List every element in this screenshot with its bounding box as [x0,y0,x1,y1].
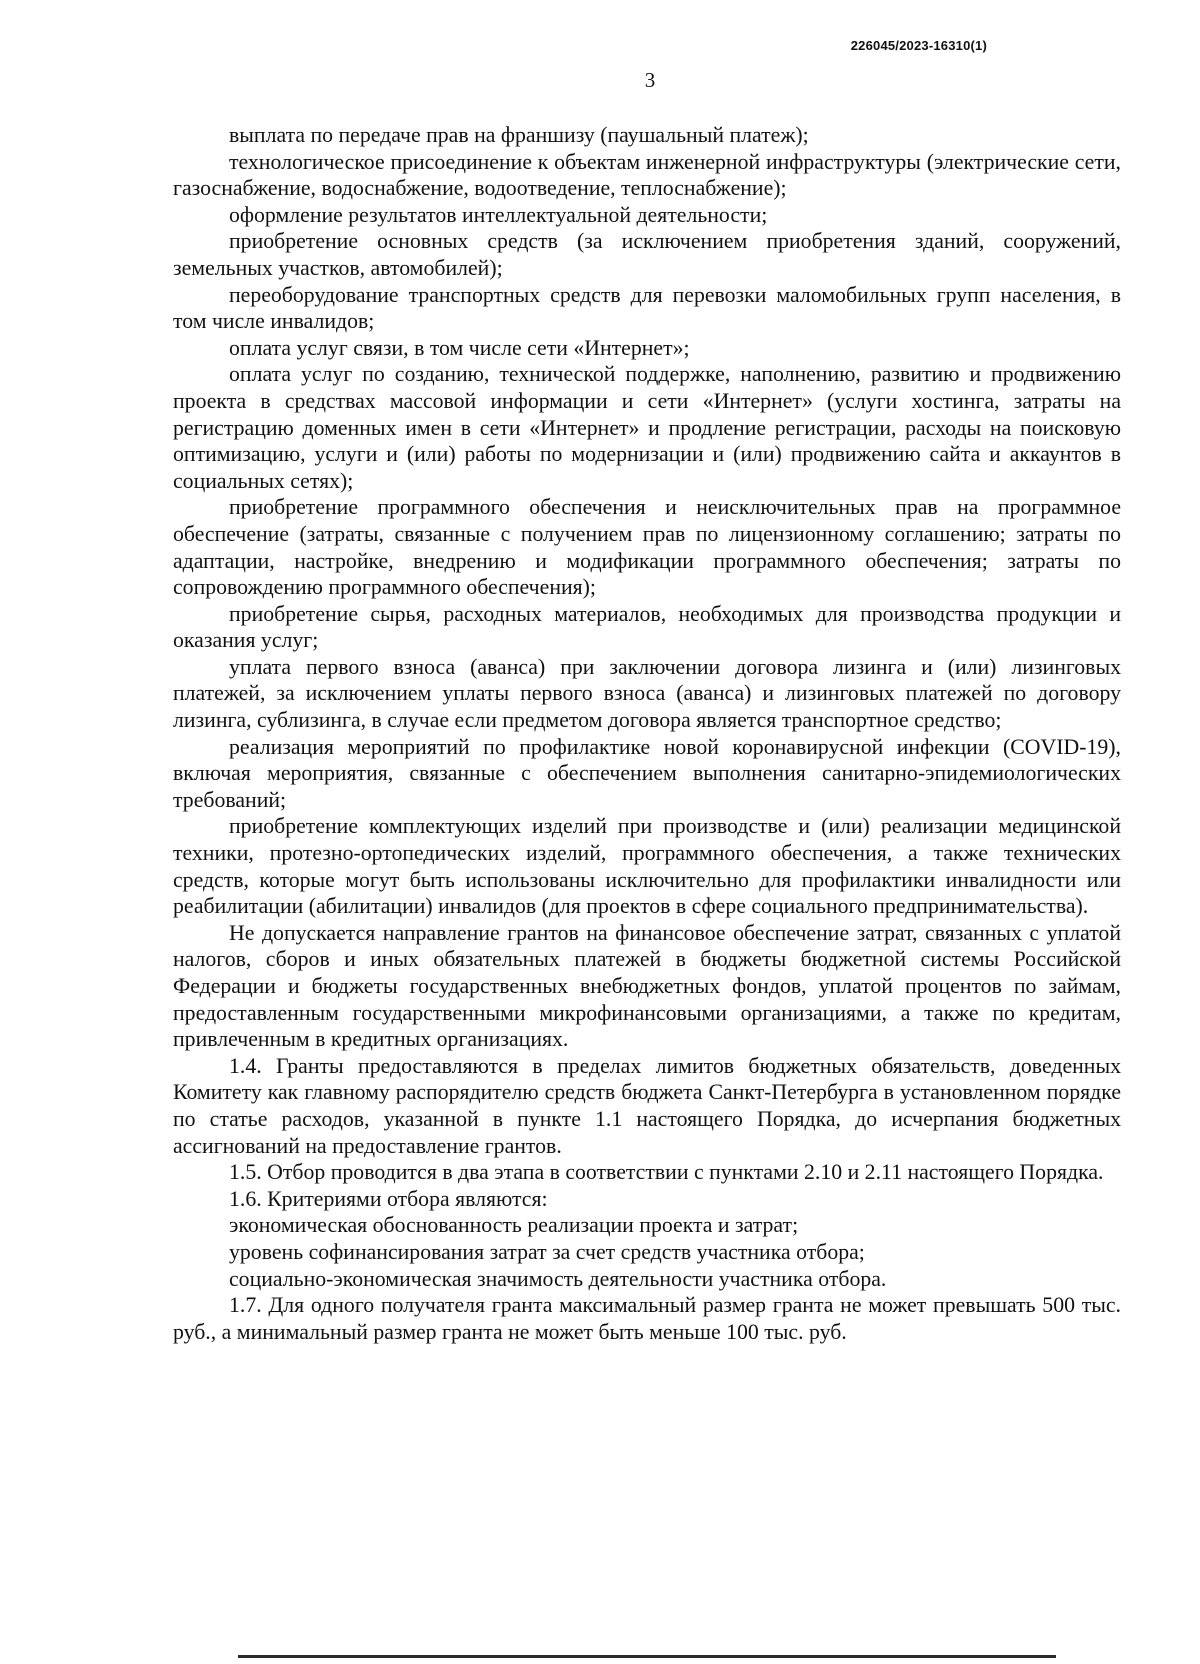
paragraph: социально-экономическая значимость деятельности участника отбора. [229,1266,887,1291]
paragraph: приобретение сырья, расходных материалов, необходимых для производства продукции и оказания услуг; [173,601,1121,653]
paragraph: 1.6. Критериями отбора являются: [229,1186,548,1211]
paragraph: экономическая обоснованность реализации проекта и затрат; [229,1213,799,1238]
paragraph: приобретение комплектующих изделий при производстве и (или) реализации медицинской техники, протезно-ортопедических изделий, программного обеспечения, а также технических средств, которые могут быть использованы исключительно для профилактики инвалидности или реабилитации (абилитации) инвалидов (для проектов в сфере социального предпринимательства). [173,814,1121,919]
paragraph: уровень софинансирования затрат за счет средств участника отбора; [229,1239,865,1264]
paragraph: 1.4. Гранты предоставляются в пределах лимитов бюджетных обязательств, доведенных Комитету как главному распорядителю средств бюджета Санкт-Петербурга в установленном порядке по статье расходов, указанной в пункте 1.1 настоящего Порядка, до исчерпания бюджетных ассигнований на предоставление грантов. [173,1053,1121,1158]
document-registration-number: 226045/2023-16310(1) [850,38,987,53]
paragraph: 1.7. Для одного получателя гранта максимальный размер гранта не может превышать 500 тыс. руб., а минимальный размер гранта не может быть меньше 100 тыс. руб. [173,1293,1121,1344]
paragraph: реализация мероприятий по профилактике новой коронавирусной инфекции (COVID-19), включая мероприятия, связанные с обеспечением выполнения санитарно-эпидемиологических требований; [173,734,1121,812]
scan-edge-line [238,1655,1056,1658]
paragraph: Не допускается направление грантов на финансовое обеспечение затрат, связанных с уплатой налогов, сборов и иных обязательных платежей в бюджеты бюджетной системы Российской Федерации и бюджеты государственных внебюджетных фондов, уплатой процентов по займам, предоставленным государственными микрофинансовыми организациями, а также по кредитам, привлеченным в кредитных организациях. [173,920,1121,1052]
paragraph: переоборудование транспортных средств для перевозки маломобильных групп населения, в том числе инвалидов; [173,282,1121,334]
paragraph: приобретение программного обеспечения и неисключительных прав на программное обеспечение (затраты, связанные с получением прав по лицензионному соглашению; затраты по адаптации, настройке, внедрению и модификации программного обеспечения; затраты по сопровождению программного обеспечения); [173,495,1121,600]
page-number: 3 [644,68,656,92]
paragraph: оплата услуг по созданию, технической поддержке, наполнению, развитию и продвижению проекта в средствах массовой информации и сети «Интернет» (услуги хостинга, затраты на регистрацию доменных имен в сети «Интернет» и продление регистрации, расходы на поисковую оптимизацию, услуги и (или) работы по модернизации и (или) продвижению сайта и аккаунтов в социальных сетях); [173,362,1121,493]
paragraph: оформление результатов интеллектуальной деятельности; [229,202,768,227]
paragraph: технологическое присоединение к объектам инженерной инфраструктуры (электрические сети, газоснабжение, водоснабжение, водоотведение, теплоснабжение); [173,149,1121,201]
paragraph: выплата по передаче прав на франшизу (паушальный платеж); [229,123,809,147]
paragraph: уплата первого взноса (аванса) при заключении договора лизинга и (или) лизинговых платежей, за исключением уплаты первого взноса (аванса) и лизинговых платежей по договору лизинга, сублизинга, в случае если предметом договора является транспортное средство; [173,654,1121,733]
paragraph: приобретение основных средств (за исключением приобретения зданий, сооружений, земельных участков, автомобилей); [173,229,1121,280]
paragraph: оплата услуг связи, в том числе сети «Интернет»; [229,335,690,360]
paragraph: 1.5. Отбор проводится в два этапа в соответствии с пунктами 2.10 и 2.11 настоящего Порядка. [229,1160,1104,1185]
document-body [173,122,1121,1345]
